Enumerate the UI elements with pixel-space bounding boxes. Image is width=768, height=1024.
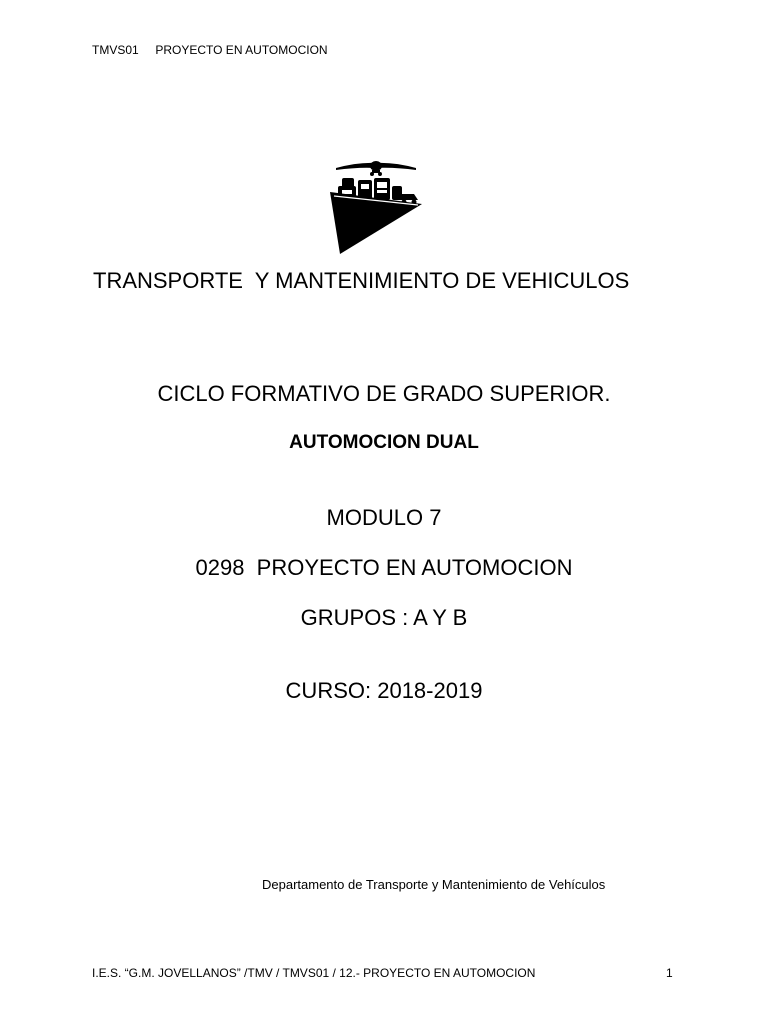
- groups-text: GRUPOS : A Y B: [300, 605, 468, 630]
- module-number: MODULO 7: [326, 505, 442, 530]
- page-footer: I.E.S. “G.M. JOVELLANOS” /TMV / TMVS01 / 12.- PROYECTO EN AUTOMOCION: [92, 966, 536, 980]
- document-title: TRANSPORTE Y MANTENIMIENTO DE VEHICULOS: [93, 268, 630, 293]
- page-header: TMVS01 PROYECTO EN AUTOMOCION: [92, 43, 328, 57]
- page-number: 1: [666, 966, 673, 980]
- road-wedge: [330, 192, 422, 254]
- airplane-icon: [336, 161, 416, 176]
- course-text: CURSO: 2018-2019: [285, 678, 483, 703]
- department-text: Departamento de Transporte y Mantenimiento de Vehículos: [262, 877, 606, 892]
- program-title: AUTOMOCION DUAL: [289, 432, 479, 453]
- transport-vehicles-logo-icon: [328, 156, 424, 256]
- cycle-title: CICLO FORMATIVO DE GRADO SUPERIOR.: [157, 381, 611, 406]
- module-name: 0298 PROYECTO EN AUTOMOCION: [195, 555, 573, 580]
